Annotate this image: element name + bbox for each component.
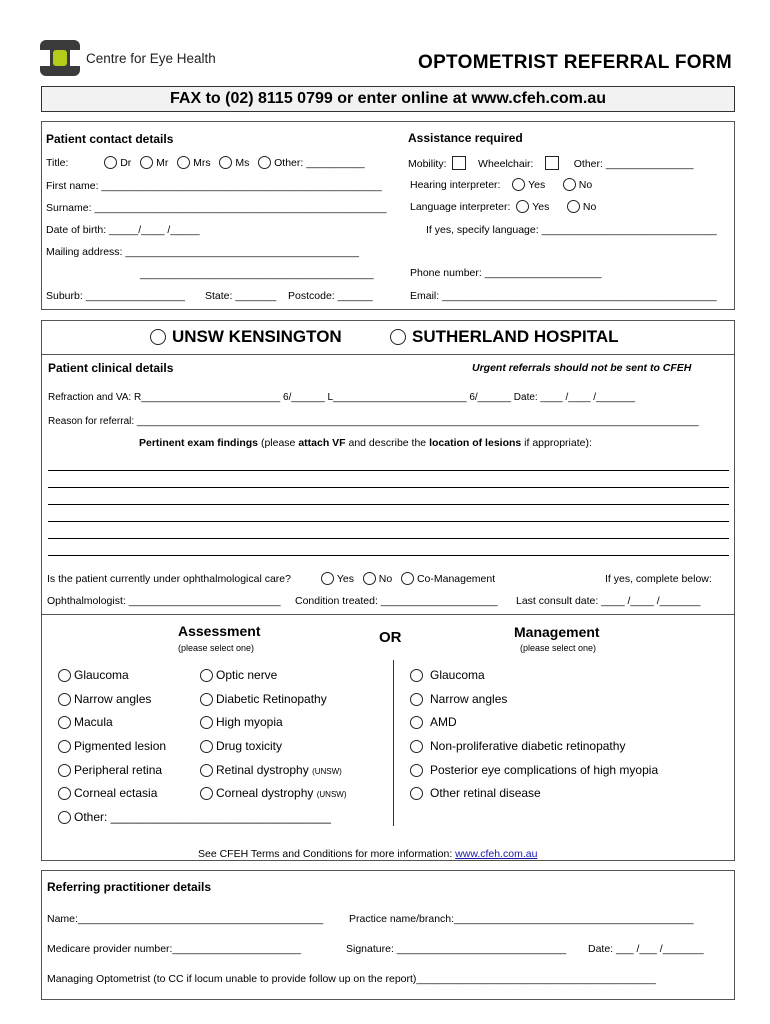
assess-diabetic-retinopathy[interactable]: Diabetic Retinopathy — [200, 692, 347, 716]
assistance-title: Assistance required — [408, 131, 523, 145]
patient-contact-section — [41, 121, 735, 310]
terms-text: See CFEH Terms and Conditions for more information: — [198, 848, 456, 860]
title-mr-radio[interactable] — [140, 156, 153, 169]
manage-high-myopia[interactable]: Posterior eye complications of high myopia — [410, 763, 658, 787]
radio-icon[interactable] — [58, 669, 71, 682]
language-no-radio[interactable] — [567, 200, 580, 213]
assess-high-myopia[interactable]: High myopia — [200, 715, 347, 739]
patient-contact-title: Patient contact details — [46, 132, 174, 146]
title-mr-label: Mr — [156, 157, 169, 169]
suburb-field[interactable]: Suburb: _________________ — [46, 290, 185, 302]
medicare-number-field[interactable]: Medicare provider number:______________________ — [47, 943, 301, 955]
mailing-address-line2[interactable]: ________________________________________ — [140, 268, 374, 280]
radio-icon[interactable] — [58, 787, 71, 800]
location-kensington[interactable] — [150, 327, 342, 347]
radio-icon[interactable] — [200, 716, 213, 729]
manage-glaucoma[interactable]: Glaucoma — [410, 668, 658, 692]
hearing-yes-label: Yes — [528, 179, 546, 191]
title-ms-label: Ms — [235, 157, 250, 169]
specify-language-field[interactable]: If yes, specify language: ______________________________ — [426, 224, 717, 236]
title-label: Title: — [46, 157, 69, 169]
sutherland-label: SUTHERLAND HOSPITAL — [412, 327, 619, 346]
language-label: Language interpreter: — [410, 201, 511, 213]
managing-optometrist-field[interactable]: Managing Optometrist (to CC if locum unable to provide follow up on the report)_________________________________________ — [47, 973, 656, 985]
title-dr-radio[interactable] — [104, 156, 117, 169]
management-title: Management — [514, 624, 600, 640]
exam-line-3[interactable] — [48, 504, 729, 505]
radio-icon[interactable] — [200, 693, 213, 706]
assess-narrow-angles[interactable]: Narrow angles — [58, 692, 331, 716]
reason-field[interactable]: Reason for referral: _____________________________________________________________________________________________________ — [48, 416, 699, 427]
exam-line-2[interactable] — [48, 487, 729, 488]
radio-icon[interactable] — [58, 716, 71, 729]
radio-icon[interactable] — [200, 787, 213, 800]
assess-retinal-dystrophy[interactable]: Retinal dystrophy (UNSW) — [200, 763, 347, 787]
title-mrs-radio[interactable] — [177, 156, 190, 169]
language-no-label: No — [582, 201, 597, 213]
sutherland-radio[interactable] — [390, 329, 406, 345]
care-no-radio[interactable] — [363, 572, 376, 585]
language-row — [410, 200, 596, 213]
care-question: Is the patient currently under ophthalmological care? — [47, 573, 291, 585]
form-title: OPTOMETRIST REFERRAL FORM — [418, 52, 732, 73]
kensington-radio[interactable] — [150, 329, 166, 345]
wheelchair-checkbox[interactable] — [545, 156, 559, 170]
practitioner-name-field[interactable]: Name:__________________________________________ — [47, 913, 324, 925]
care-yes-radio[interactable] — [321, 572, 334, 585]
assess-corneal-dystrophy[interactable]: Corneal dystrophy (UNSW) — [200, 786, 347, 810]
language-yes-label: Yes — [532, 201, 550, 213]
state-field[interactable]: State: _______ — [205, 290, 277, 302]
terms-line — [198, 848, 537, 860]
radio-icon[interactable] — [410, 716, 423, 729]
logo-text: Centre for Eye Health — [86, 51, 216, 66]
referral-date-field[interactable]: Date: ___ /___ /_______ — [588, 943, 704, 955]
location-sutherland[interactable] — [390, 327, 619, 347]
assess-corneal-ectasia[interactable]: Corneal ectasia — [58, 786, 331, 810]
radio-icon[interactable] — [410, 787, 423, 800]
mailing-address-field[interactable]: Mailing address: ________________________________________ — [46, 246, 359, 258]
care-co-label: Co-Management — [416, 573, 496, 585]
hearing-no-radio[interactable] — [563, 178, 576, 191]
exam-line-6[interactable] — [48, 555, 729, 556]
manage-narrow-angles[interactable]: Narrow angles — [410, 692, 658, 716]
manage-amd[interactable]: AMD — [410, 715, 658, 739]
radio-icon[interactable] — [58, 764, 71, 777]
care-co-radio[interactable] — [401, 572, 414, 585]
title-other-field[interactable]: Other: __________ — [274, 157, 365, 169]
management-subtitle: (please select one) — [520, 643, 597, 653]
care-yes-label: Yes — [336, 573, 354, 585]
mobility-row — [408, 156, 693, 170]
referring-title: Referring practitioner details — [47, 880, 212, 894]
radio-icon[interactable] — [58, 740, 71, 753]
radio-icon[interactable] — [410, 669, 423, 682]
wheelchair-label: Wheelchair: — [478, 158, 534, 170]
divider — [41, 614, 735, 615]
hearing-yes-radio[interactable] — [512, 178, 525, 191]
terms-link[interactable]: www.cfeh.com.au — [455, 848, 538, 860]
exam-line-5[interactable] — [48, 538, 729, 539]
manage-other-retinal[interactable]: Other retinal disease — [410, 786, 658, 810]
logo-icon — [40, 40, 80, 76]
email-field[interactable]: Email: _______________________________________________ — [410, 290, 717, 302]
last-consult-field[interactable]: Last consult date: ____ /____ /_______ — [516, 595, 701, 607]
exam-line-4[interactable] — [48, 521, 729, 522]
refraction-field[interactable]: Refraction and VA: R_________________________ 6/______ L________________________ 6/______ Date: ____ /____ /_______ — [48, 392, 636, 403]
unsw-tag: (UNSW) — [312, 766, 342, 776]
dob-field[interactable]: Date of birth: _____/____ /_____ — [46, 224, 200, 236]
hearing-no-label: No — [578, 179, 593, 191]
radio-icon[interactable] — [410, 740, 423, 753]
hearing-row — [410, 178, 592, 191]
or-label: OR — [379, 629, 402, 646]
exam-line-1[interactable] — [48, 470, 729, 471]
assistance-other-field[interactable]: Other: _______________ — [573, 158, 694, 170]
first-name-field[interactable]: First name: ________________________________________________ — [46, 180, 382, 192]
unsw-tag: (UNSW) — [316, 790, 347, 800]
title-dr-label: Dr — [120, 157, 132, 169]
column-divider — [393, 660, 394, 826]
practice-name-field[interactable]: Practice name/branch:_________________________________________ — [349, 913, 694, 925]
assessment-col2 — [200, 668, 347, 810]
phone-field[interactable]: Phone number: ____________________ — [410, 267, 602, 279]
assessment-subtitle: (please select one) — [178, 643, 255, 653]
mobility-checkbox[interactable] — [452, 156, 466, 170]
clinical-title: Patient clinical details — [48, 361, 174, 375]
surname-field[interactable]: Surname: __________________________________________________ — [46, 202, 387, 214]
assess-other[interactable]: Other: _________________________________ — [58, 810, 331, 834]
assess-pigmented-lesion[interactable]: Pigmented lesion — [58, 739, 331, 763]
radio-icon[interactable] — [410, 764, 423, 777]
care-question-row — [47, 572, 495, 585]
kensington-label: UNSW KENSINGTON — [172, 327, 342, 346]
exam-findings-label: Pertinent exam findings (please attach VF and describe the location of lesions if appropriate): — [139, 437, 592, 449]
radio-icon[interactable] — [58, 811, 71, 824]
title-other-radio[interactable] — [258, 156, 271, 169]
signature-field[interactable]: Signature: _____________________________ — [346, 943, 567, 955]
assess-optic-nerve[interactable]: Optic nerve — [200, 668, 347, 692]
title-mrs-label: Mrs — [193, 157, 211, 169]
radio-icon[interactable] — [200, 764, 213, 777]
management-list — [410, 668, 658, 810]
urgent-note: Urgent referrals should not be sent to CFEH — [472, 362, 692, 374]
title-ms-radio[interactable] — [219, 156, 232, 169]
assess-peripheral-retina[interactable]: Peripheral retina — [58, 763, 331, 787]
title-row — [46, 156, 365, 169]
assess-glaucoma[interactable]: Glaucoma — [58, 668, 331, 692]
radio-icon[interactable] — [200, 669, 213, 682]
care-if-yes: If yes, complete below: — [605, 573, 712, 585]
assess-macula[interactable]: Macula — [58, 715, 331, 739]
radio-icon[interactable] — [58, 693, 71, 706]
radio-icon[interactable] — [410, 693, 423, 706]
language-yes-radio[interactable] — [516, 200, 529, 213]
assessment-title: Assessment — [178, 623, 261, 639]
radio-icon[interactable] — [200, 740, 213, 753]
hearing-label: Hearing interpreter: — [410, 179, 501, 191]
mobility-label: Mobility: — [408, 158, 447, 170]
care-no-label: No — [378, 573, 393, 585]
condition-treated-field[interactable]: Condition treated: ____________________ — [295, 595, 498, 607]
assess-drug-toxicity[interactable]: Drug toxicity — [200, 739, 347, 763]
divider — [41, 354, 735, 355]
ophthalmologist-field[interactable]: Ophthalmologist: __________________________ — [47, 595, 281, 607]
fax-banner: FAX to (02) 8115 0799 or enter online at www.cfeh.com.au — [41, 86, 735, 112]
manage-npdr[interactable]: Non-proliferative diabetic retinopathy — [410, 739, 658, 763]
postcode-field[interactable]: Postcode: ______ — [288, 290, 373, 302]
